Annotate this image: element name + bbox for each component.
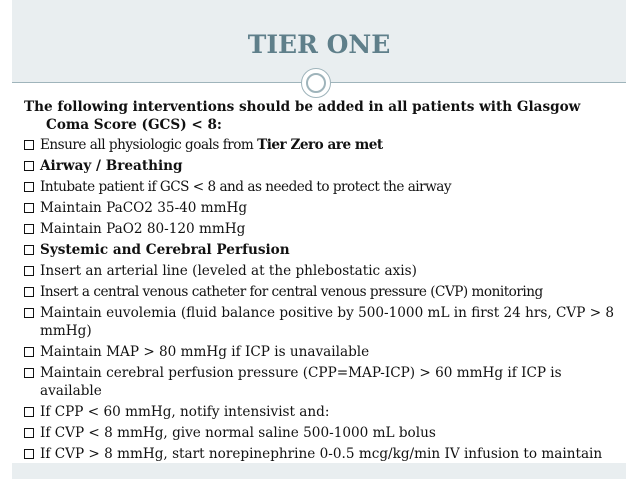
list-item-label: Intubate patient if GCS < 8 and as needed to protect the airway bbox=[40, 179, 452, 195]
checkbox-square-icon bbox=[24, 203, 34, 213]
content-body bbox=[24, 98, 620, 479]
list-item-label: Maintain MAP > 80 mmHg if ICP is unavailable bbox=[40, 344, 370, 360]
list-item-label: Maintain PaO2 80-120 mmHg bbox=[40, 221, 246, 237]
checkbox-square-icon bbox=[24, 182, 34, 192]
list-item bbox=[24, 304, 620, 340]
list-item bbox=[24, 403, 620, 421]
footer-band bbox=[12, 463, 626, 479]
list-item bbox=[24, 343, 620, 361]
list-item-section-heading bbox=[24, 157, 620, 175]
list-item-label: If CPP < 60 mmHg, notify intensivist and: bbox=[40, 404, 330, 420]
list-item-label: Maintain PaCO2 35-40 mmHg bbox=[40, 200, 248, 216]
checkbox-square-icon bbox=[24, 449, 34, 459]
circle-ornament-icon bbox=[301, 68, 331, 98]
list-item bbox=[24, 424, 620, 442]
list-item-label: Insert a central venous catheter for central venous pressure (CVP) monitoring bbox=[40, 284, 543, 300]
list-item-text bbox=[40, 136, 620, 154]
list-item-label: Maintain cerebral perfusion pressure (CPP=MAP-ICP) > 60 mmHg if ICP is available bbox=[40, 365, 562, 399]
checkbox-square-icon bbox=[24, 347, 34, 357]
checkbox-square-icon bbox=[24, 287, 34, 297]
list-item bbox=[24, 262, 620, 280]
checkbox-square-icon bbox=[24, 428, 34, 438]
list-item bbox=[24, 364, 620, 400]
list-item-label: Insert an arterial line (leveled at the phlebostatic axis) bbox=[40, 263, 417, 279]
checkbox-square-icon bbox=[24, 266, 34, 276]
circle-ornament-inner bbox=[306, 73, 326, 93]
checkbox-square-icon bbox=[24, 368, 34, 378]
checkbox-square-icon bbox=[24, 245, 34, 255]
slide-title: TIER ONE bbox=[247, 30, 391, 59]
list-item bbox=[24, 283, 620, 301]
checkbox-square-icon bbox=[24, 140, 34, 150]
list-item-label: Ensure all physiologic goals from bbox=[40, 137, 258, 153]
list-item bbox=[24, 199, 620, 217]
checkbox-square-icon bbox=[24, 161, 34, 171]
list-item-label: If CVP > 8 mmHg, start norepinephrine 0-0.5 mcg/kg/min IV infusion to maintain bbox=[40, 446, 603, 462]
list-item-label: Airway / Breathing bbox=[40, 158, 183, 174]
list-item-label: Systemic and Cerebral Perfusion bbox=[40, 242, 290, 258]
list-item bbox=[24, 178, 620, 196]
list-item-section-heading bbox=[24, 241, 620, 259]
list-item bbox=[24, 136, 620, 154]
list-item bbox=[24, 220, 620, 238]
checkbox-square-icon bbox=[24, 407, 34, 417]
checkbox-square-icon bbox=[24, 224, 34, 234]
checkbox-square-icon bbox=[24, 308, 34, 318]
intro-text: The following interventions should be added in all patients with Glasgow Coma Score (GCS) < 8: bbox=[24, 99, 581, 133]
list-item-bold-label: Tier Zero are met bbox=[257, 137, 383, 153]
list-item-label: Maintain euvolemia (fluid balance positive by 500-1000 mL in first 24 hrs, CVP > 8 mmHg) bbox=[40, 305, 615, 339]
list-item-label: If CVP < 8 mmHg, give normal saline 500-1000 mL bolus bbox=[40, 425, 436, 441]
